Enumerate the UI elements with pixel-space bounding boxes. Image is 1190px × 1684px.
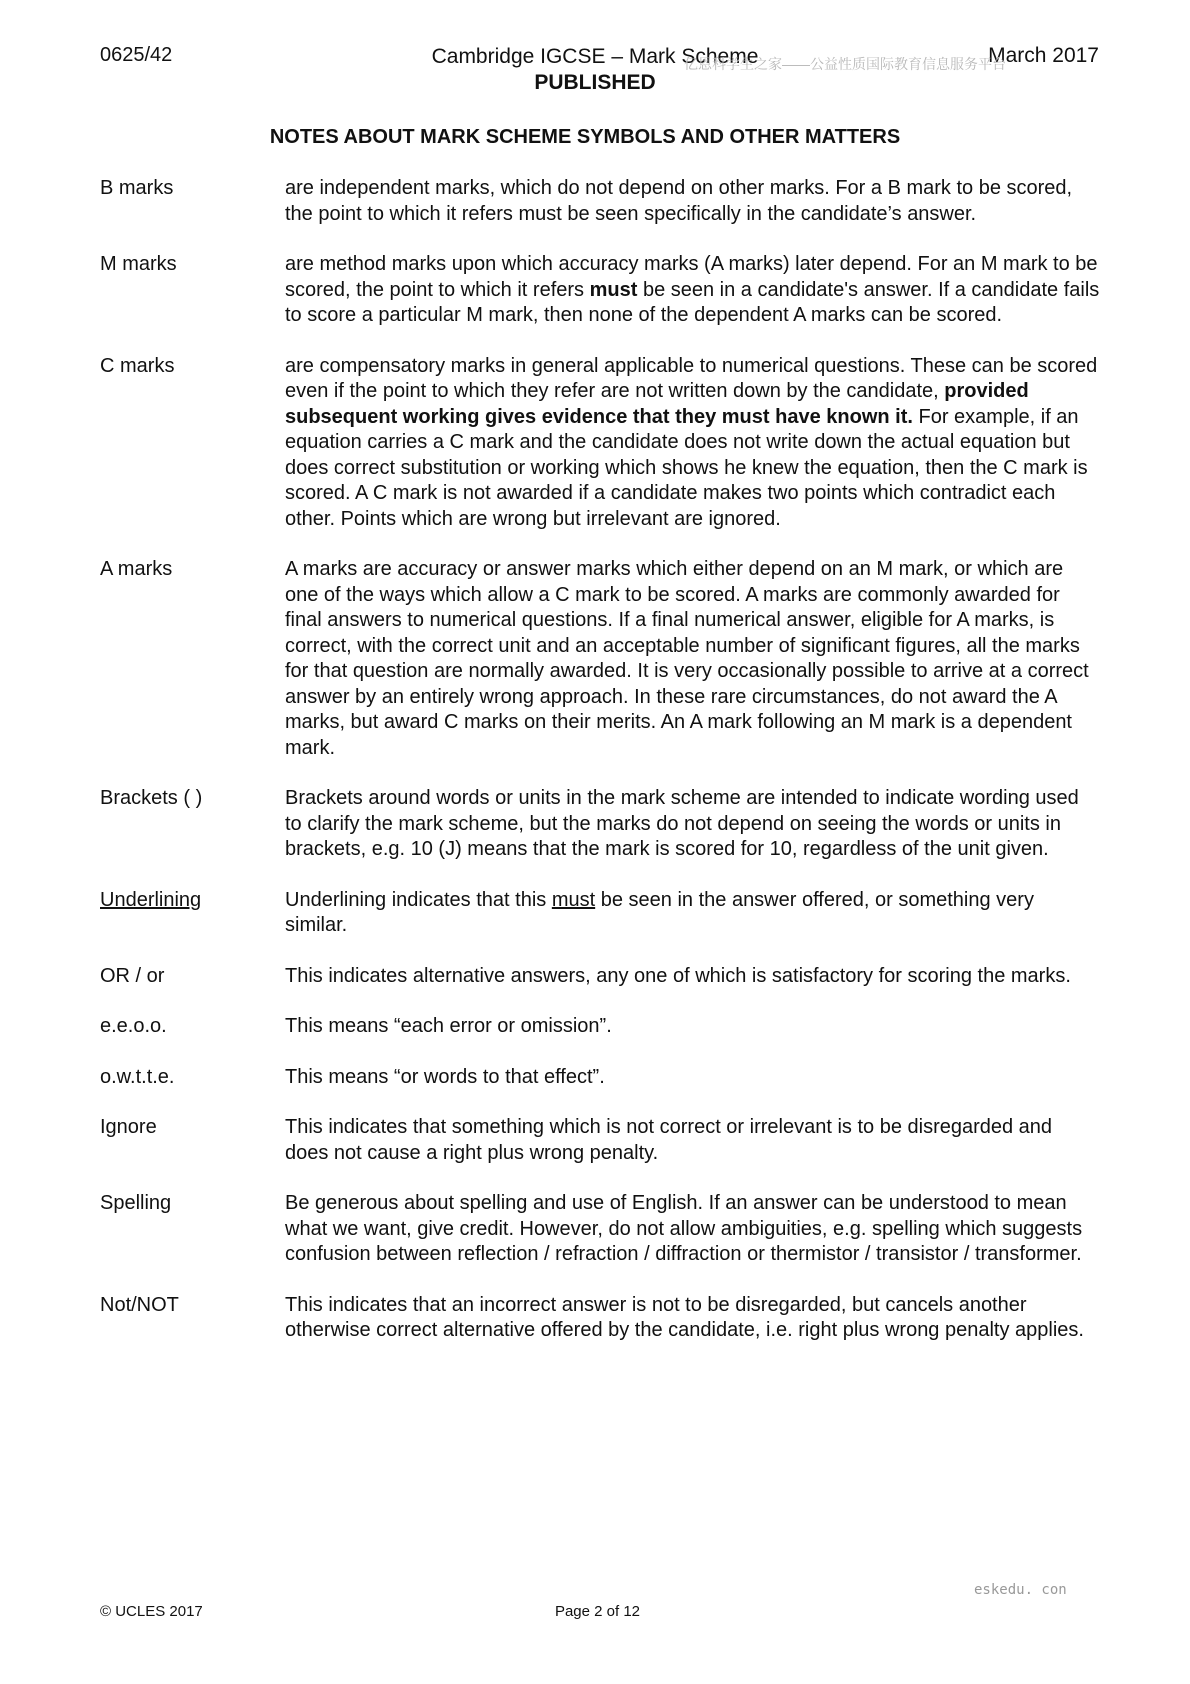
- note-underlining: [100, 888, 1100, 939]
- note-text: [285, 252, 1100, 329]
- published-label: PUBLISHED: [534, 71, 656, 94]
- note-text-underlined: must: [551, 888, 596, 911]
- note-text: [285, 888, 1100, 939]
- site-watermark: eskedu. con: [974, 1582, 1067, 1598]
- note-term: C marks: [100, 354, 175, 377]
- note-term: Brackets ( ): [100, 787, 203, 809]
- note-ignore: [100, 1115, 1100, 1166]
- note-or: [100, 964, 1100, 990]
- note-owtte: [100, 1065, 1100, 1091]
- page-number: Page 2 of 12: [554, 1603, 641, 1620]
- document-title: Cambridge IGCSE – Mark Scheme: [431, 45, 759, 68]
- note-text: This means “each error or omission”.: [285, 1015, 612, 1037]
- note-term: A marks: [100, 558, 173, 580]
- note-text-part: are compensatory marks in general applicable to numerical questions. These can be scored even if the point to which they refer are not written down by the candidate,: [285, 354, 1098, 402]
- paper-code: 0625/42: [100, 44, 173, 66]
- note-text-emphasis: must: [589, 278, 638, 301]
- note-term: Spelling: [100, 1192, 172, 1214]
- note-not: [100, 1293, 1100, 1344]
- note-spelling: [100, 1191, 1100, 1268]
- note-text: This means “or words to that effect”.: [285, 1065, 605, 1088]
- note-eeoo: [100, 1014, 1100, 1040]
- note-term: e.e.o.o.: [100, 1015, 167, 1037]
- exam-date: March 2017: [988, 44, 1099, 67]
- note-text: are independent marks, which do not depend on other marks. For a B mark to be scored, the point to which it refers must be seen specifically in the candidate’s answer.: [285, 177, 1073, 225]
- note-term: Ignore: [100, 1116, 157, 1138]
- note-brackets: [100, 786, 1100, 863]
- note-text: Be generous about spelling and use of English. If an answer can be understood to mean what we want, give credit. However, do not allow ambiguities, e.g. spelling which suggests confusion between reflection / refraction / diffraction or thermistor / transistor / transformer.: [285, 1192, 1083, 1265]
- note-text: Brackets around words or units in the mark scheme are intended to indicate wording used to clarify the mark scheme, but the marks do not depend on seeing the words or units in brackets, e.g. 10 (J) means that the mark is scored for 10, regardless of the unit given.: [285, 787, 1079, 860]
- note-text-part: are method marks upon which accuracy marks (A marks) later depend. For an M mark to be scored, the point to which it refers: [285, 253, 1098, 301]
- note-text: This indicates that something which is not correct or irrelevant is to be disregarded and does not cause a right plus wrong penalty.: [285, 1116, 1053, 1164]
- note-text: [285, 354, 1100, 533]
- note-term: Underlining: [100, 888, 202, 911]
- note-text: This indicates alternative answers, any one of which is satisfactory for scoring the marks.: [285, 964, 1071, 987]
- note-term: Not/NOT: [100, 1293, 179, 1316]
- note-text-part: be seen in a candidate's answer. If a candidate fails to score a particular M mark, then none of the dependent A marks can be scored.: [285, 278, 1100, 326]
- watermark-text: 亿恩科学生之家——公益性质国际教育信息服务平台: [684, 56, 1006, 72]
- note-text-part: Underlining indicates that this: [285, 888, 552, 911]
- note-a-marks: [100, 557, 1100, 761]
- note-b-marks: [100, 176, 1100, 227]
- notes-list: [100, 176, 1100, 1369]
- section-title: NOTES ABOUT MARK SCHEME SYMBOLS AND OTHER MATTERS: [269, 126, 901, 148]
- note-text-part: For example, if an equation carries a C mark and the candidate does not write down the actual equation but does correct substitution or working which shows he knew the equation, then the C mark is scored. A C mark is not awarded if a candidate makes two points which contradict each other. Points which are wrong but irrelevant are ignored.: [285, 405, 1088, 530]
- note-text: This indicates that an incorrect answer is not to be disregarded, but cancels another otherwise correct alternative offered by the candidate, i.e. right plus wrong penalty applies.: [285, 1293, 1084, 1341]
- note-term: M marks: [100, 253, 177, 275]
- copyright: © UCLES 2017: [100, 1603, 203, 1620]
- note-term: B marks: [100, 177, 174, 199]
- note-term: OR / or: [100, 964, 165, 987]
- note-text: A marks are accuracy or answer marks which either depend on an M mark, or which are one of the ways which allow a C mark to be scored. A marks are commonly awarded for final answers to numerical questions. If a final numerical answer, eligible for A marks, is correct, with the correct unit and an acceptable number of significant figures, all the marks for that question are normally awarded. It is very occasionally possible to arrive at a correct answer by an entirely wrong approach. In these rare circumstances, do not award the A marks, but award C marks on their merits. An A mark following an M mark is a dependent mark.: [285, 558, 1089, 759]
- note-text-part: be seen in the answer offered, or something very similar.: [285, 888, 1034, 936]
- note-c-marks: [100, 354, 1100, 533]
- note-term: o.w.t.t.e.: [100, 1065, 175, 1088]
- note-m-marks: [100, 252, 1100, 329]
- note-text-emphasis: provided subsequent working gives evidence that they must have known it.: [285, 380, 1029, 428]
